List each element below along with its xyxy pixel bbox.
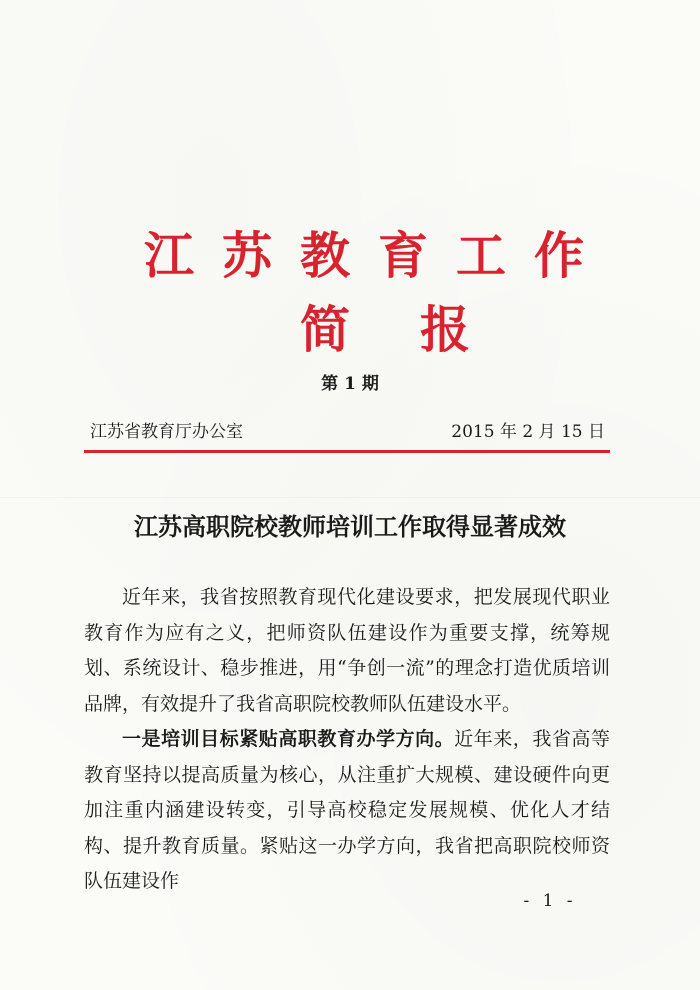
article-title: 江苏高职院校教师培训工作取得显著成效: [134, 512, 566, 541]
issue-number: 第 1 期: [321, 374, 379, 394]
paper-fold-line: [0, 497, 700, 498]
red-separator-rule: [84, 450, 610, 453]
page-number: - 1 -: [523, 891, 577, 911]
issue-date: 2015 年 2 月 15 日: [451, 422, 605, 442]
issuer-date-row: [90, 420, 605, 444]
paragraph-text: 近年来，我省高等教育坚持以提高质量为核心，从注重扩大规模、建设硬件向更加注重内涵建设转变，引导高校稳定发展规模、优化人才结构、提升教育质量。紧贴这一办学方向，我省把高职院校师资队伍建设作: [84, 728, 610, 892]
issuer-name: 江苏省教育厅办公室: [90, 422, 243, 442]
article-body: [84, 580, 610, 900]
masthead-title: 江苏教育工作: [144, 226, 612, 285]
masthead-subtitle: 简报: [300, 300, 540, 359]
paragraph-text: 近年来，我省按照教育现代化建设要求，把发展现代职业教育作为应有之义，把师资队伍建设作为重要支撑，统筹规划、系统设计、稳步推进，用“争创一流”的理念打造优质培训品牌，有效提升了我省高职院校教师队伍建设水平。: [84, 586, 610, 715]
paragraph-intro: [84, 580, 610, 722]
paragraph-point-one: [84, 722, 610, 900]
paragraph-lead: 一是培训目标紧贴高职教育办学方向。: [122, 728, 455, 750]
